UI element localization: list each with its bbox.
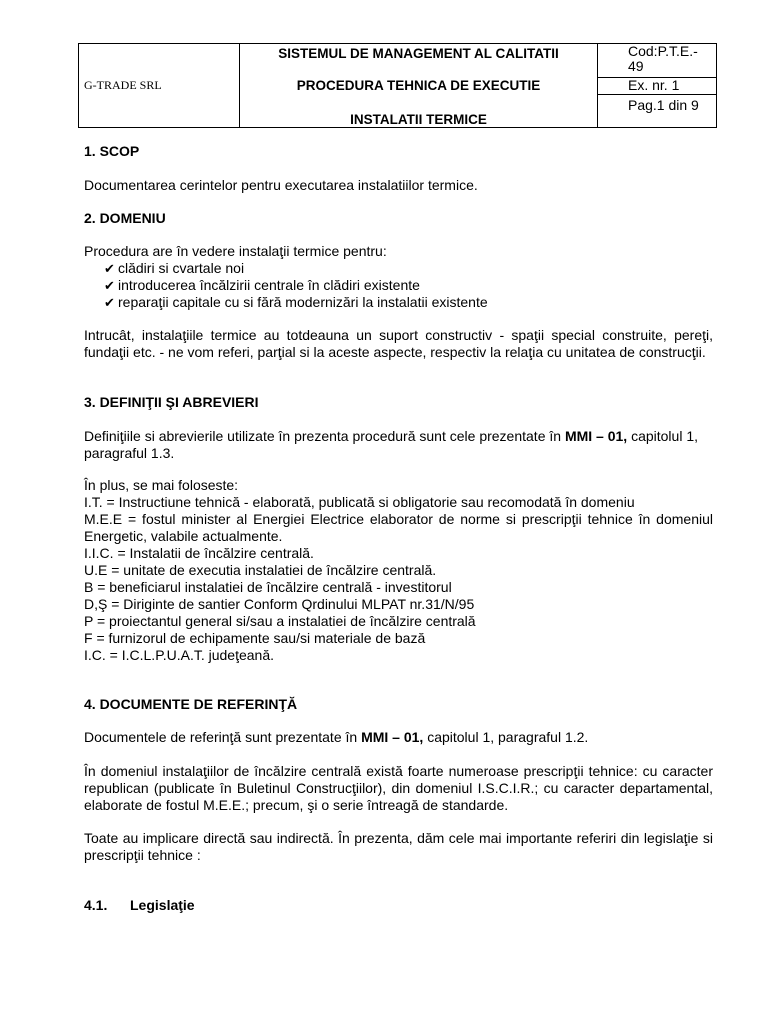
definition-item: I.C. = I.C.L.P.U.A.T. judeţeană.: [84, 647, 275, 663]
document-code: Cod:P.T.E.- 49: [598, 44, 717, 78]
section-4-paragraph: Documentele de referinţă sunt prezentate în MMI – 01, capitolul 1, paragraful 1.2.: [84, 729, 589, 745]
section-2-intro: Procedura are în vedere instalaţii termice pentru:: [84, 243, 387, 259]
section-3-paragraph: Definiţiile si abrevierile utilizate în prezenta procedură sunt cele prezentate în MMI – 01, capitolul 1, paragraful 1.3.: [84, 428, 699, 461]
document-header: [78, 43, 717, 128]
definition-item: I.I.C. = Instalatii de încălzire centrală.: [84, 545, 314, 561]
section-4-paragraph-3: Toate au implicare directă sau indirectă. În prezenta, dăm cele mai importante referiri din legislaţie si prescripţii tehnice :: [84, 830, 713, 863]
section-2-paragraph: Intrucât, instalaţiile termice au totdeauna un suport constructiv - spaţii special construite, pereţi, fundaţii etc. - ne vom referi, parţial si la aceste aspecte, respectiv la relaţia cu unitatea de construcţii.: [84, 327, 713, 360]
section-4-paragraph-2: În domeniul instalaţiilor de încălzire centrală există foarte numeroase prescripţii tehnice: cu caracter republican (publicate în Buletinul Construcţiilor), din domeniul I.S.C.I.R.; cu caracter departamental, elaborate de fostul M.E.E.; precum, şi o serie întreagă de standarde.: [84, 763, 713, 813]
list-item: ✔ reparaţii capitale cu si fără modernizări la instalatii existente: [104, 294, 488, 310]
definition-item: M.E.E = fostul minister al Energiei Electrice elaborator de norme si prescripţii tehnice în domeniul Energetic, valabile actualmente.: [84, 511, 713, 544]
check-icon: ✔: [104, 261, 115, 276]
page-number: Pag.1 din 9: [598, 95, 717, 128]
definition-item: I.T. = Instructiune tehnică - elaborată, publicată si obligatorie sau recomodată în domeniu: [84, 494, 635, 510]
section-4-heading: 4. DOCUMENTE DE REFERINŢĂ: [84, 696, 298, 712]
definition-item: U.E = unitate de executia instalatiei de încălzire centrală.: [84, 562, 437, 578]
definition-item: D,Ş = Diriginte de santier Conform Qrdinului MLPAT nr.31/N/95: [84, 596, 475, 612]
copy-number: Ex. nr. 1: [598, 78, 717, 95]
title-cell: [240, 44, 598, 128]
company-cell: [79, 44, 240, 128]
section-3-heading: 3. DEFINIŢII ŞI ABREVIERI: [84, 394, 259, 410]
list-item: ✔ introducerea încălzirii centrale în clădiri existente: [104, 277, 420, 293]
section-2-heading: 2. DOMENIU: [84, 210, 166, 226]
system-title: SISTEMUL DE MANAGEMENT AL CALITATII: [278, 46, 559, 61]
definitions-intro: În plus, se mai foloseste:: [84, 477, 239, 493]
check-icon: ✔: [104, 278, 115, 293]
definitions-list: [84, 494, 713, 664]
definition-item: B = beneficiarul instalatiei de încălzire centrală - investitorul: [84, 579, 452, 595]
procedure-title: PROCEDURA TEHNICA DE EXECUTIE: [296, 78, 541, 93]
company-name: G-TRADE SRL: [84, 78, 162, 92]
subject-title: INSTALATII TERMICE: [350, 112, 487, 127]
section-1-heading: 1. SCOP: [84, 143, 140, 159]
list-item: ✔ clădiri si cvartale noi: [104, 260, 245, 276]
scope-list: [84, 260, 713, 311]
subsection-4-1-heading: 4.1. Legislaţie: [84, 897, 195, 913]
definition-item: F = furnizorul de echipamente sau/si materiale de bază: [84, 630, 426, 646]
check-icon: ✔: [104, 295, 115, 310]
reference-mmi: MMI – 01,: [564, 428, 628, 444]
section-1-text: Documentarea cerintelor pentru executarea instalatiilor termice.: [84, 177, 478, 193]
reference-mmi: MMI – 01,: [361, 729, 424, 745]
definition-item: P = proiectantul general si/sau a instalatiei de încălzire centrală: [84, 613, 476, 629]
